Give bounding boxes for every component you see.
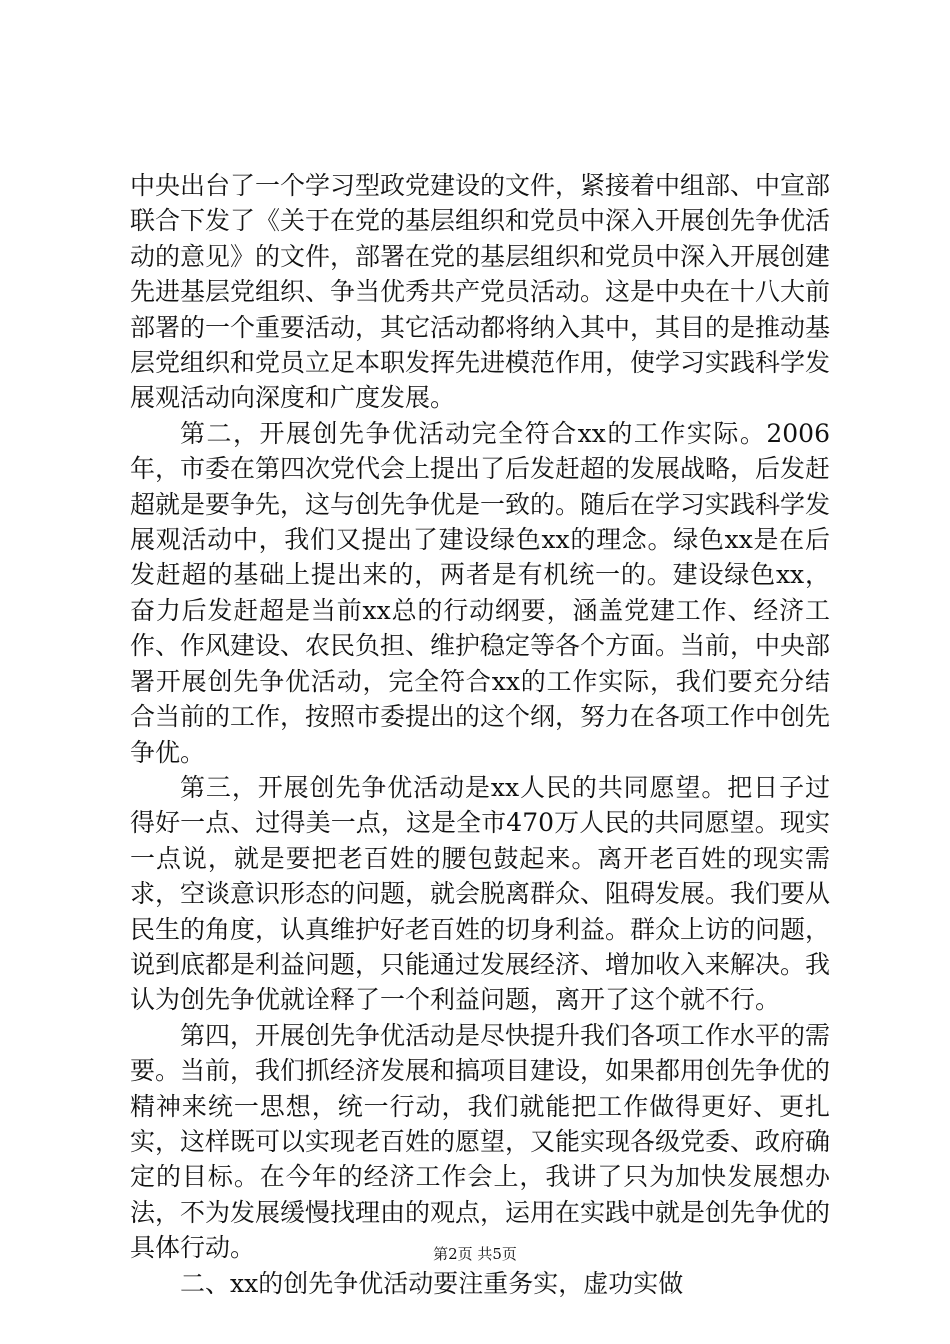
paragraph-3: 第三，开展创先争优活动是xx人民的共同愿望。把日子过得好一点、过得美一点，这是全市470万人民的共同愿望。现实一点说，就是要把老百姓的腰包鼓起来。离开老百姓的现实需求，空谈意识形态的问题，就会脱离群众、阻碍发展。我们要从民生的角度，认真维护好老百姓的切身利益。群众上访的问题，说到底都是利益问题，只能通过发展经济、增加收入来解决。我认为创先争优就诠释了一个利益问题，离开了这个就不行。	[130, 772, 831, 1015]
document-body	[130, 168, 830, 1301]
page-total: 共5页	[477, 1245, 517, 1263]
paragraph-1: 中央出台了一个学习型政党建设的文件，紧接着中组部、中宣部联合下发了《关于在党的基层组织和党员中深入开展创先争优活动的意见》的文件，部署在党的基层组织和党员中深入开展创建先进基层党组织、争当优秀共产党员活动。这是中央在十八大前部署的一个重要活动，其它活动都将纳入其中，其目的是推动基层党组织和党员立足本职发挥先进模范作用，使学习实践科学发展观活动向深度和广度发展。	[130, 171, 831, 413]
paragraph-4: 第四，开展创先争优活动是尽快提升我们各项工作水平的需要。当前，我们抓经济发展和搞项目建设，如果都用创先争优的精神来统一思想，统一行动，我们就能把工作做得更好、更扎实，这样既可以实现老百姓的愿望，又能实现各级党委、政府确定的目标。在今年的经济工作会上，我讲了只为加快发展想办法，不为发展缓慢找理由的观点，运用在实践中就是创先争优的具体行动。	[130, 1020, 831, 1263]
paragraph-2: 第二，开展创先争优活动完全符合xx的工作实际。2006年，市委在第四次党代会上提出了后发赶超的发展战略，后发赶超就是要争先，这与创先争优是一致的。随后在学习实践科学发展观活动中，我们又提出了建设绿色xx的理念。绿色xx是在后发赶超的基础上提出来的，两者是有机统一的。建设绿色xx，奋力后发赶超是当前xx总的行动纲要，涵盖党建工作、经济工作、作风建设、农民负担、维护稳定等各个方面。当前，中央部署开展创先争优活动，完全符合xx的工作实际，我们要充分结合当前的工作，按照市委提出的这个纲，努力在各项工作中创先争优。	[130, 418, 831, 767]
section-heading-2: 二、xx的创先争优活动要注重务实，虚功实做	[180, 1268, 684, 1298]
page-footer	[0, 1244, 950, 1264]
page-number: 第2页	[433, 1245, 473, 1263]
